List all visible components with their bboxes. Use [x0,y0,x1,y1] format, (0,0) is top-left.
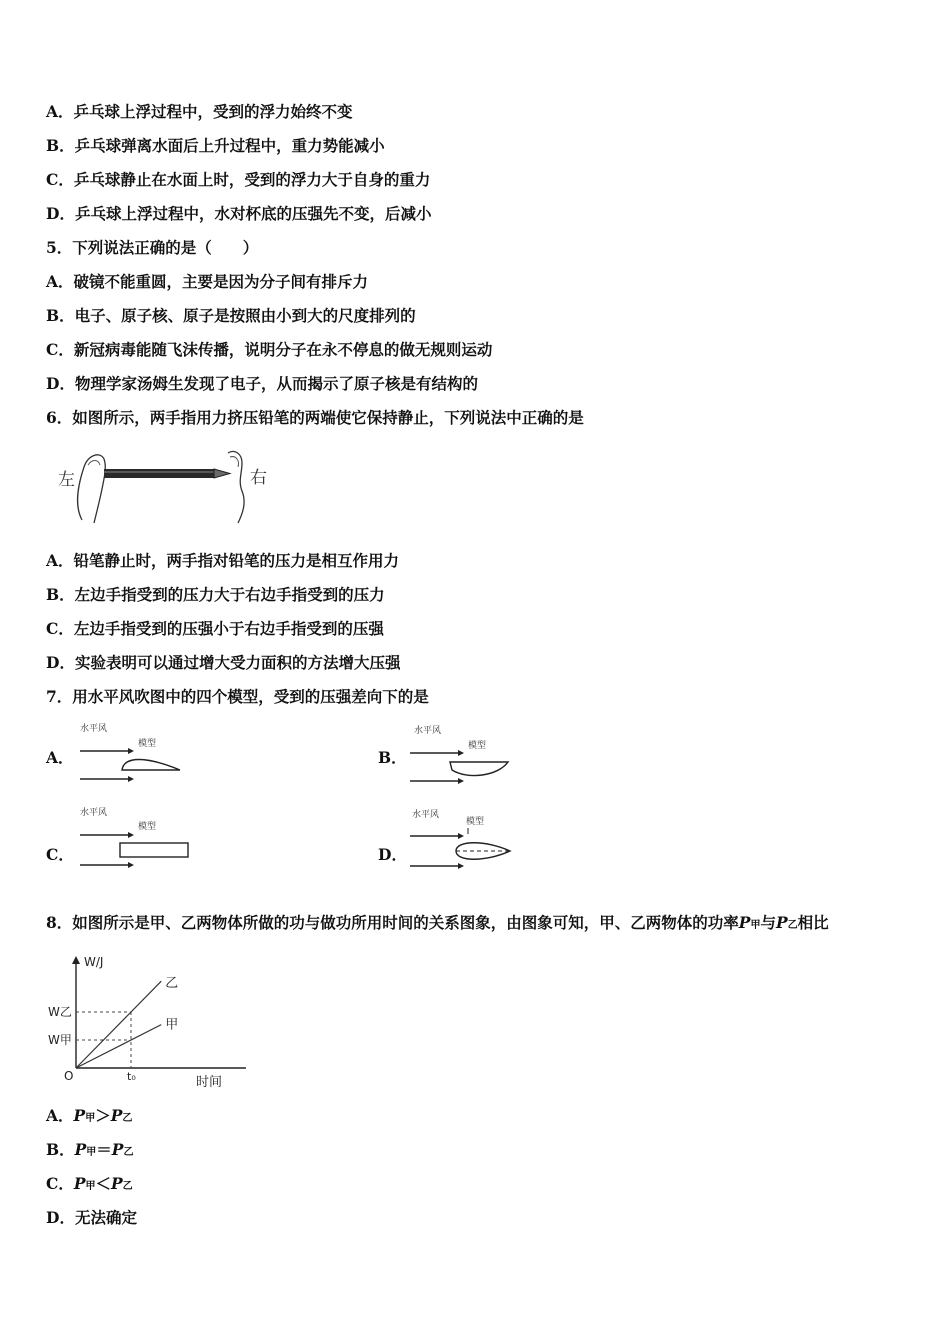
q7-option-d-letter: D． [378,845,407,864]
q6-option-b: B．左边手指受到的压力大于右边手指受到的压力 [46,585,385,604]
power-symbol: P [73,1106,86,1125]
subscript-yi: 乙 [122,1113,133,1124]
subscript-jia: 甲 [86,1147,97,1158]
power-symbol: P [74,1140,87,1159]
series-label-jia: 甲 [165,1017,179,1033]
q5-stem: 5．下列说法正确的是（ ） [46,238,259,257]
pencil-tip [214,469,230,478]
q8-stem-suffix: 相比 [797,913,829,932]
option-letter: A． [46,1106,74,1125]
q7-model-b[interactable] [408,720,528,790]
option-letter: C． [46,1174,74,1193]
q8-option-c [46,1174,133,1197]
q4-option-c: C．乒乓球静止在水面上时，受到的浮力大于自身的重力 [46,170,431,189]
and-word: 与 [760,913,776,932]
power-symbol: P [775,913,788,932]
t0-label: t₀ [127,1070,136,1083]
q7-stem: 7．用水平风吹图中的四个模型，受到的压强差向下的是 [46,687,429,706]
q8-option-b [46,1140,133,1163]
arrow-head-icon [458,778,464,784]
arrow-head-icon [128,832,134,838]
arrow-head-icon [128,748,134,754]
q8-option-a [46,1106,132,1129]
q4-option-a: A．乒乓球上浮过程中，受到的浮力始终不变 [46,102,353,121]
series-line-jia [76,1025,161,1068]
arrow-head-icon [128,776,134,782]
q7-model-c[interactable] [76,802,196,874]
model-label: 模型 [138,822,157,832]
arrow-head-icon [458,750,464,756]
model-label: 模型 [138,739,157,749]
relation-symbol: ＞ [95,1106,111,1125]
q6-stem: 6．如图所示，两手指用力挤压铅笔的两端使它保持静止，下列说法中正确的是 [46,408,584,427]
power-symbol: P [738,913,751,932]
q5-option-d: D．物理学家汤姆生发现了电子，从而揭示了原子核是有结构的 [46,374,478,393]
right-finger [228,451,244,523]
q8-option-d: D．无法确定 [46,1208,137,1227]
airfoil-curved-top [122,760,180,771]
series-line-yi [76,981,161,1068]
origin-label: O [64,1069,74,1083]
pencil-figure [52,445,282,525]
subscript-yi: 乙 [787,920,798,931]
subscript-jia: 甲 [85,1181,96,1192]
right-label: 右 [250,468,267,488]
q7-model-d[interactable] [408,804,528,874]
subscript-yi: 乙 [123,1147,134,1158]
airfoil-curved-bottom [450,762,508,776]
relation-symbol: ＝ [96,1140,112,1159]
q4-option-d: D．乒乓球上浮过程中，水对杯底的压强先不变，后减小 [46,204,432,223]
right-fingernail [230,457,239,467]
q7-option-c-letter: C． [46,845,74,864]
q5-option-c: C．新冠病毒能随飞沫传播，说明分子在永不停息的做无规则运动 [46,340,493,359]
y-axis-arrow-icon [72,956,80,964]
relation-symbol: ＜ [95,1174,112,1193]
x-axis-label: 时间 [196,1075,223,1090]
left-finger [78,455,106,523]
q6-option-c: C．左边手指受到的压强小于右边手指受到的压强 [46,619,384,638]
q4-option-b: B．乒乓球弹离水面后上升过程中，重力势能减小 [46,136,385,155]
q7-model-a[interactable] [76,720,196,790]
y-axis-label: W/J [84,955,104,969]
q6-option-a: A．铅笔静止时，两手指对铅笔的压力是相互作用力 [46,551,400,570]
q7-option-b-letter: B． [378,748,407,767]
power-symbol: P [73,1174,86,1193]
w-jia-label: W甲 [48,1033,72,1047]
arrow-head-icon [458,833,464,839]
arrow-head-icon [458,863,464,869]
arrow-head-icon [128,862,134,868]
model-label: 模型 [466,817,485,827]
series-label-yi: 乙 [165,976,179,992]
subscript-jia: 甲 [85,1113,96,1124]
q5-option-a: A．破镜不能重圆，主要是因为分子间有排斥力 [46,272,369,291]
option-letter: B． [46,1140,75,1159]
w-yi-label: W乙 [48,1005,72,1019]
subscript-jia: 甲 [750,920,761,931]
power-symbol: P [110,1106,123,1125]
q6-option-d: D．实验表明可以通过增大受力面积的方法增大压强 [46,653,401,672]
wind-label: 水平风 [80,808,108,818]
left-fingernail [88,461,100,466]
work-time-graph [46,950,246,1092]
q8-stem-prefix: 8．如图所示是甲、乙两物体所做的功与做功所用时间的关系图象，由图象可知，甲、乙两物体的功率 [46,913,739,932]
pencil-body [104,469,214,478]
q7-option-a-letter: A． [46,748,74,767]
rectangular-block [120,843,188,857]
q5-option-b: B．电子、原子核、原子是按照由小到大的尺度排列的 [46,306,416,325]
subscript-yi: 乙 [122,1181,133,1192]
left-label: 左 [58,470,75,490]
wind-label: 水平风 [412,810,440,820]
power-symbol: P [111,1140,124,1159]
wind-label: 水平风 [80,724,108,734]
power-symbol: P [111,1174,123,1193]
wind-label: 水平风 [414,726,442,736]
model-label: 模型 [468,741,487,751]
q8-stem [46,913,829,936]
